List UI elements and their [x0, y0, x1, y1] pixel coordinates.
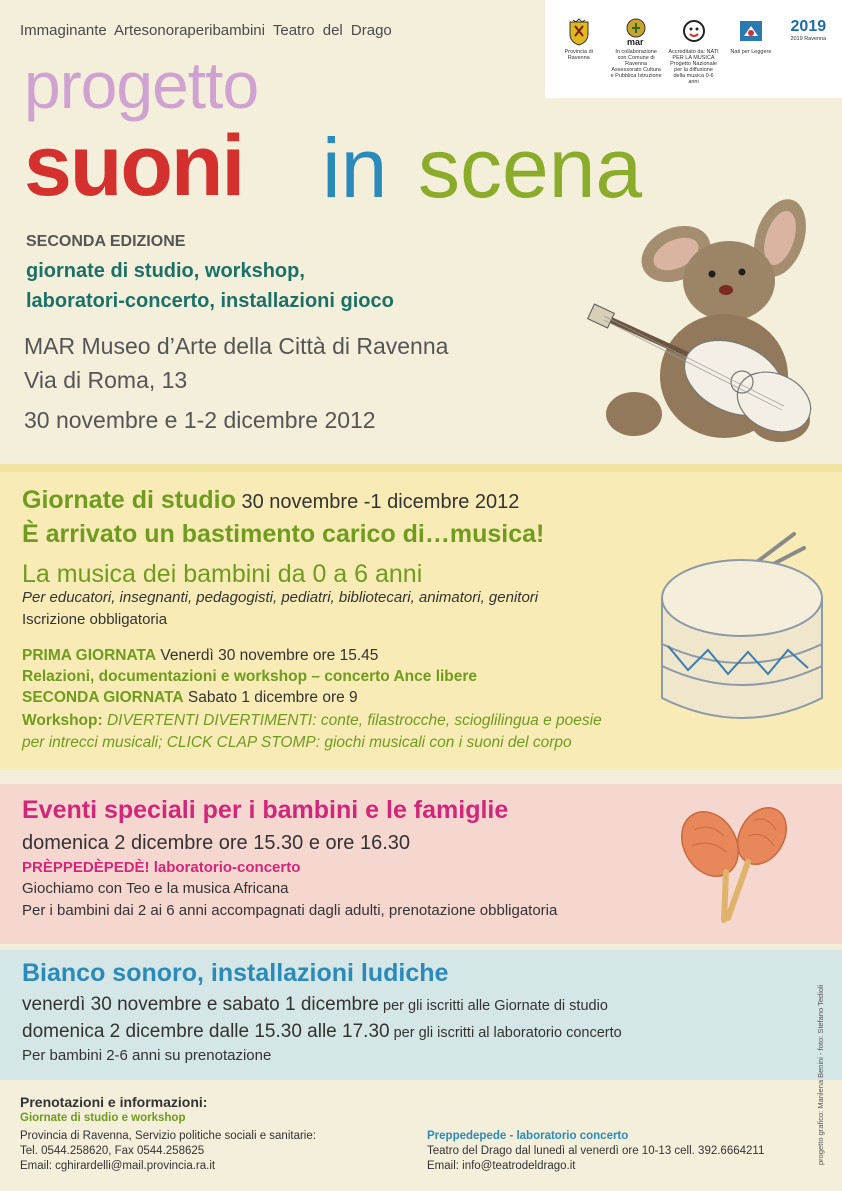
day1-content: Relazioni, documentazioni e workshop – concerto Ance libere: [22, 668, 478, 685]
title-progetto: progetto: [24, 48, 259, 122]
provincia-logo: Provincia di Ravenna: [553, 18, 604, 92]
special-event: PRÈPPEDÈPEDÈ! laboratorio-concerto: [22, 859, 301, 876]
footer-right-line-1: Teatro del Drago dal lunedì al venerdì ore 10-13 cell. 392.6664211: [427, 1145, 765, 1157]
mar-logo-icon: mar: [627, 37, 644, 46]
footer-left-title: Giornate di studio e workshop: [20, 1112, 186, 1124]
title-suoni: suoni: [24, 118, 244, 214]
edition: SECONDA EDIZIONE: [26, 233, 186, 250]
npm-logo: Accreditato da: NATI PER LA MUSICA Progetto Nazionale per la diffusione della musica 0-6 anni: [668, 18, 719, 92]
day2-line: SECONDA GIORNATA Sabato 1 dicembre ore 9: [22, 689, 358, 706]
title-scena: scena: [418, 121, 643, 215]
nati-per-leggere-logo: [739, 18, 763, 46]
workshop-line-1: Workshop: DIVERTENTI DIVERTIMENTI: conte, filastrocche, scioglilingua e poesie: [22, 712, 602, 729]
studio-headline: È arrivato un bastimento carico di…musica!: [22, 520, 545, 548]
bianco-line-1: venerdì 30 novembre e sabato 1 dicembre per gli iscritti alle Giornate di studio: [22, 994, 608, 1015]
venue: MAR Museo d’Arte della Città di Ravenna: [24, 333, 449, 359]
studio-theme: La musica dei bambini da 0 a 6 anni: [22, 560, 423, 588]
drum-illustration: [654, 528, 830, 742]
partner-logos: [545, 0, 842, 98]
comune-crest-icon: [624, 18, 648, 46]
day1-line: PRIMA GIORNATA Venerdì 30 novembre ore 15.45: [22, 647, 379, 664]
organizers: Immaginante Artesonoraperibambini Teatro del Drago: [20, 22, 392, 39]
provincia-crest-icon: [567, 18, 591, 46]
bianco-heading: Bianco sonoro, installazioni ludiche: [22, 959, 449, 987]
footer-left-email: Email: cghirardelli@mail.provincia.ra.it: [20, 1160, 216, 1172]
studio-heading: Giornate di studio 30 novembre -1 dicembre 2012: [22, 486, 520, 514]
footer-heading: Prenotazioni e informazioni:: [20, 1094, 208, 1110]
special-audience: Per i bambini dai 2 ai 6 anni accompagnati dagli adulti, prenotazione obbligatoria: [22, 902, 558, 919]
bianco-line-2: domenica 2 dicembre dalle 15.30 alle 17.30 per gli iscritti al laboratorio concerto: [22, 1021, 622, 1042]
footer-left-line-2: Tel. 0544.258620, Fax 0544.258625: [20, 1145, 205, 1157]
special-description: Giochiamo con Teo e la musica Africana: [22, 880, 289, 897]
special-date: domenica 2 dicembre ore 15.30 e ore 16.30: [22, 832, 411, 854]
workshop-line-2: per intrecci musicali; CLICK CLAP STOMP: giochi musicali con i suoni del corpo: [22, 734, 572, 751]
design-credit: progetto grafico: Marilena Benini - foto: Stefano Tedioli: [816, 984, 825, 1165]
address: Via di Roma, 13: [24, 367, 188, 393]
subtitle-line-2: laboratori-concerto, installazioni gioco: [26, 290, 394, 312]
nati-per-la-musica-logo: [682, 18, 706, 46]
footer-right-title: Preppedepede - laboratorio concerto: [427, 1130, 629, 1142]
studio-registration: Iscrizione obbligatoria: [22, 611, 168, 628]
npl-logo: Nati per Leggere: [725, 18, 776, 92]
footer-left-line-1: Provincia di Ravenna, Servizio politiche sociali e sanitarie:: [20, 1130, 316, 1142]
comune-mar-logo: mar In collaborazione con Comune di Ravenna Assessorato Cultura e Pubblica Istruzione: [610, 18, 661, 92]
footer-right-email: Email: info@teatrodeldrago.it: [427, 1160, 576, 1172]
ravenna-2019-mark: 2019: [790, 18, 827, 35]
maracas-illustration: [676, 800, 806, 930]
bunny-with-guitar-illustration: [584, 196, 824, 448]
special-heading: Eventi speciali per i bambini e le famiglie: [22, 796, 509, 824]
bianco-audience: Per bambini 2-6 anni su prenotazione: [22, 1047, 272, 1064]
studio-audience: Per educatori, insegnanti, pedagogisti, pediatri, bibliotecari, animatori, genitori: [22, 589, 539, 606]
ravenna-2019-logo: 2019 2019 Ravenna: [790, 18, 827, 42]
event-dates: 30 novembre e 1-2 dicembre 2012: [24, 407, 376, 433]
title-in: in: [322, 121, 388, 215]
subtitle-line-1: giornate di studio, workshop,: [26, 260, 305, 282]
